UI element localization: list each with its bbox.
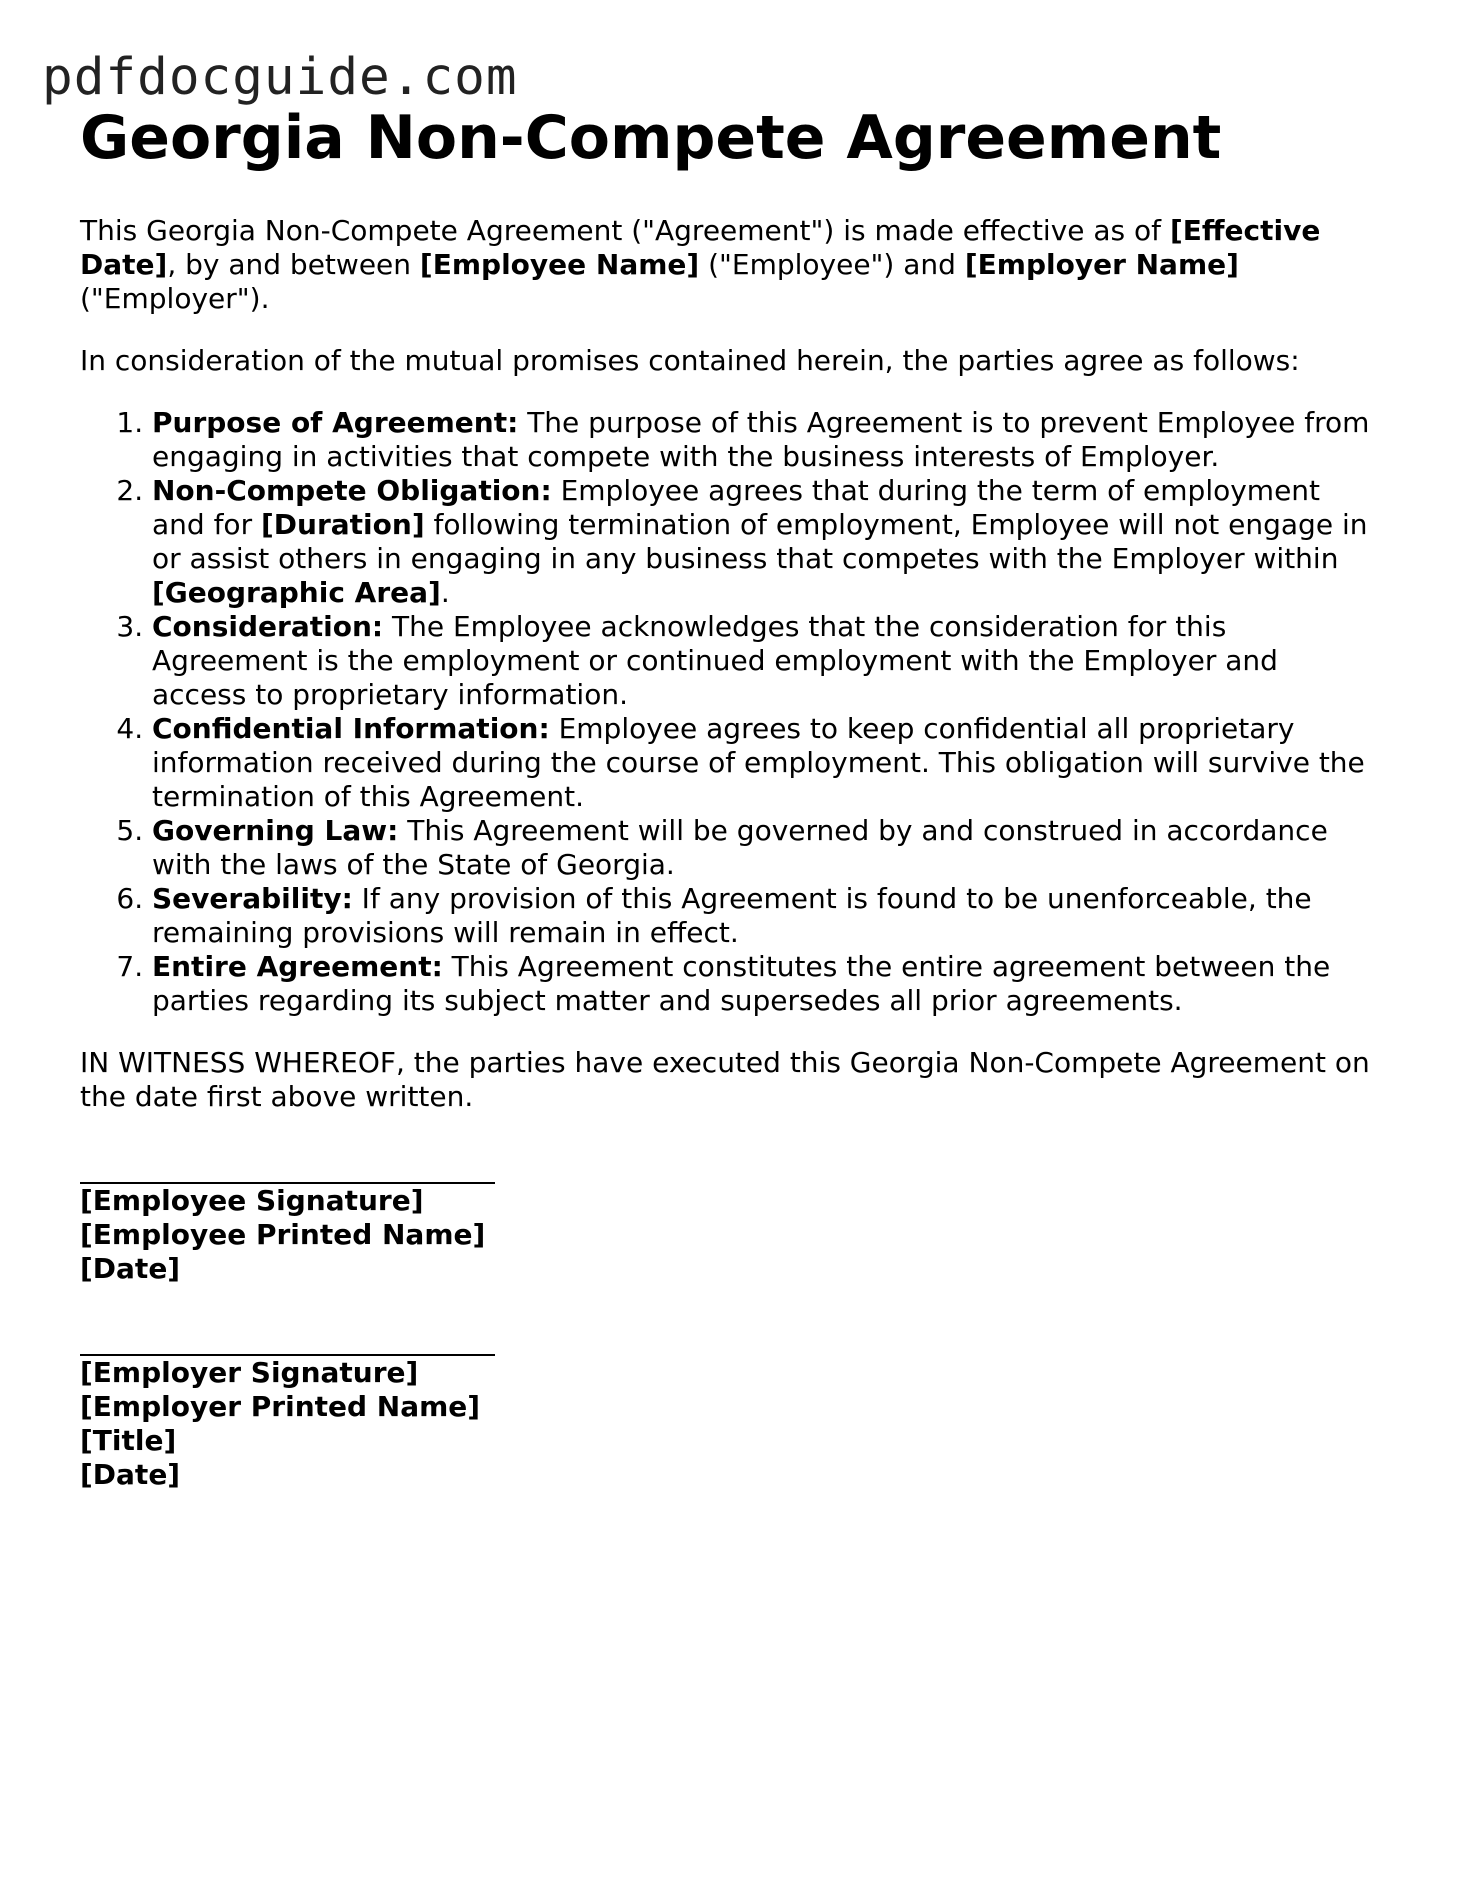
clause-consideration (152, 610, 1380, 712)
clause-non-compete (152, 474, 1380, 610)
clause-text: Employee agrees to keep confidential all proprietary information received during the course of employment. This obligation will survive the termination of this Agreement. (152, 712, 1365, 813)
employee-name-placeholder: [Employee Name] (419, 248, 700, 281)
effective-date-placeholder: [Effective Date] (80, 214, 1321, 281)
clause-text: following termination of employment, Employee will not engage in or assist others in engaging in any business that competes with the Employer within (152, 508, 1368, 575)
clause-heading: Severability: (152, 882, 353, 915)
clause-text: . (440, 576, 450, 609)
employer-name-placeholder: [Employer Name] (964, 248, 1239, 281)
clause-entire-agreement (152, 950, 1380, 1018)
clause-heading: Entire Agreement: (152, 950, 443, 983)
clause-governing-law (152, 814, 1380, 882)
employer-printed-name-label: [Employer Printed Name] (80, 1390, 481, 1423)
clause-purpose (152, 406, 1380, 474)
clause-text: The Employee acknowledges that the consideration for this Agreement is the employment or continued employment with the Employer and access to proprietary information. (152, 610, 1278, 711)
employee-signature-label: [Employee Signature] (80, 1184, 424, 1217)
employer-date-label: [Date] (80, 1458, 181, 1491)
clause-text: The purpose of this Agreement is to prevent Employee from engaging in activities that compete with the business interests of Employer. (152, 406, 1370, 473)
witness-paragraph: IN WITNESS WHEREOF, the parties have executed this Georgia Non-Compete Agreement on the date first above written. (80, 1046, 1370, 1113)
geographic-area-placeholder: [Geographic Area] (152, 576, 441, 609)
clause-text: This Agreement constitutes the entire agreement between the parties regarding its subject matter and supersedes all prior agreements. (152, 950, 1331, 1017)
intro-text-4: ("Employer"). (80, 282, 270, 315)
clause-heading: Non-Compete Obligation: (152, 474, 552, 507)
clause-confidential-information (152, 712, 1380, 814)
clause-list (80, 406, 1380, 1018)
document (80, 98, 1380, 1492)
employee-signature-block (80, 1154, 1380, 1286)
clause-heading: Consideration: (152, 610, 384, 643)
intro-text-2: , by and between (167, 248, 420, 281)
duration-placeholder: [Duration] (260, 508, 425, 541)
employer-title-label: [Title] (80, 1424, 177, 1457)
employee-printed-name-label: [Employee Printed Name] (80, 1218, 486, 1251)
consideration-paragraph: In consideration of the mutual promises contained herein, the parties agree as follows: (80, 344, 1300, 377)
document-title: Georgia Non-Compete Agreement (80, 103, 1222, 173)
employer-signature-line[interactable] (80, 1326, 495, 1356)
employer-signature-label: [Employer Signature] (80, 1356, 419, 1389)
watermark: pdfdocguide.com (42, 48, 518, 107)
employee-date-label: [Date] (80, 1252, 181, 1285)
clause-heading: Purpose of Agreement: (152, 406, 519, 439)
intro-paragraph (80, 214, 1380, 316)
intro-text-1: This Georgia Non-Compete Agreement ("Agreement") is made effective as of (80, 214, 1170, 247)
employer-signature-block (80, 1326, 1380, 1492)
clause-heading: Confidential Information: (152, 712, 550, 745)
clause-severability (152, 882, 1380, 950)
clause-heading: Governing Law: (152, 814, 399, 847)
employee-signature-line[interactable] (80, 1154, 495, 1184)
clause-text: If any provision of this Agreement is found to be unenforceable, the remaining provisions will remain in effect. (152, 882, 1312, 949)
intro-text-3: ("Employee") and (699, 248, 965, 281)
clause-text: Employee agrees that during the term of employment and for (152, 474, 1321, 541)
clause-text: This Agreement will be governed by and construed in accordance with the laws of the State of Georgia. (152, 814, 1328, 881)
